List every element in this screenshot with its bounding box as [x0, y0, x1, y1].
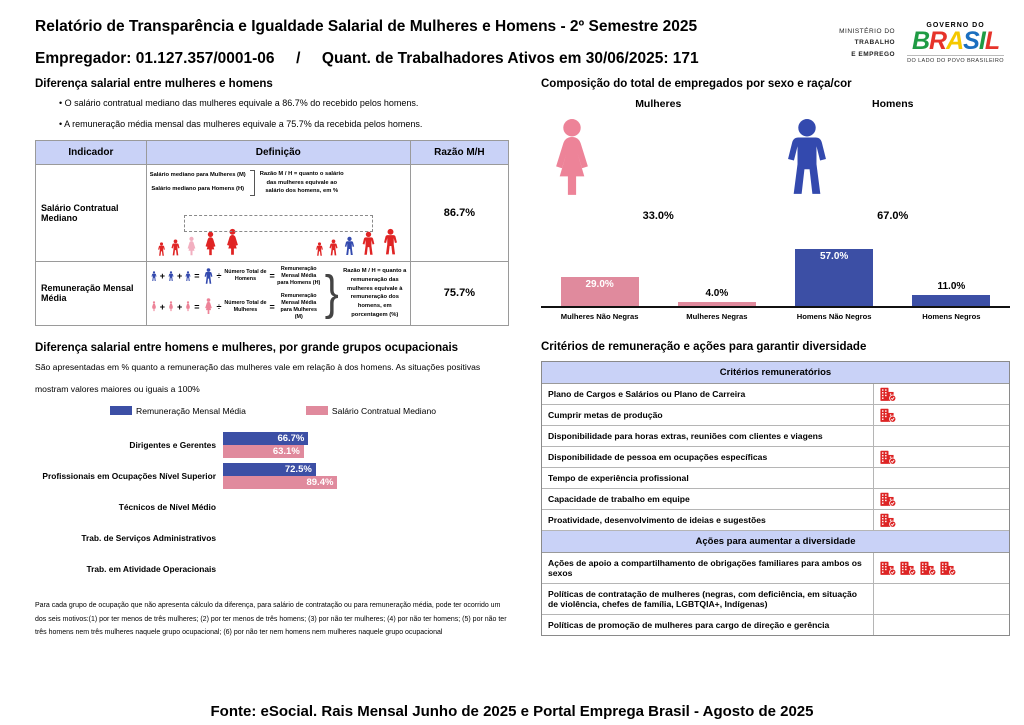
criteria-row [542, 405, 1009, 426]
salary-bullets [59, 98, 511, 129]
person-icon [222, 228, 243, 257]
ministry-logo: MINISTÉRIO DO TRABALHO E EMPREGO [839, 28, 896, 58]
criteria-label: Cumprir metas de produção [542, 405, 874, 425]
woman-icon [541, 118, 603, 200]
criteria-table [541, 361, 1010, 636]
gender-composition [541, 98, 1010, 222]
occupation-bars [223, 463, 337, 489]
category-label: Homens Negros [922, 312, 981, 321]
organization-check-icon [940, 561, 957, 576]
person-icon [167, 271, 175, 282]
man-icon [776, 118, 838, 200]
person-icon [202, 298, 215, 315]
women-label: Mulheres [635, 98, 682, 110]
dashed-comparison-lines [184, 215, 373, 232]
criteria-label: Disponibilidade de pessoa em ocupações específicas [542, 447, 874, 467]
bar: 63.1% [223, 445, 304, 458]
brand-letter: A [946, 27, 964, 55]
bullet-median-salary: • O salário contratual mediano das mulheres equivale a 86.7% do recebido pelos homens. [59, 98, 511, 108]
category-label: Homens Não Negros [796, 312, 872, 321]
criteria-row [542, 489, 1009, 510]
criteria-group-header: Ações para aumentar a diversidade [542, 531, 1009, 553]
bar-value-label: 29.0% [585, 279, 614, 290]
bar-cell [776, 244, 893, 306]
logo-block [839, 18, 1010, 68]
bar: 66.7% [223, 432, 308, 445]
criteria-label: Políticas de contratação de mulheres (negras, com deficiência, em situação de violência, chefes de família, LGBTQIA+, Indígenas) [542, 584, 874, 614]
criteria-row [542, 426, 1009, 447]
brasil-wordmark [907, 29, 1004, 54]
criteria-row [542, 584, 1009, 615]
men-percentage: 67.0% [877, 210, 909, 222]
criteria-row [542, 384, 1009, 405]
bar-value-label: 11.0% [937, 281, 966, 292]
occupations-subtitle-line1: São apresentadas em % quanto a remuneração das mulheres vale em relação à dos homens. As situações positivas [35, 361, 481, 372]
criteria-row [542, 447, 1009, 468]
occupation-label: Profissionais em Ocupações Nível Superior [42, 471, 216, 482]
legend-label: Remuneração Mensal Média [135, 405, 246, 416]
report-header [0, 0, 1024, 74]
bracket: } [324, 265, 339, 320]
person-icon [201, 231, 220, 257]
definition-cell [146, 261, 410, 325]
occupations-bar-chart [35, 430, 511, 585]
criteria-check-cell [874, 447, 1009, 467]
legend-label: Salário Contratual Mediano [331, 405, 436, 416]
criteria-label: Disponibilidade para horas extras, reuniões com clientes e viagens [542, 426, 874, 446]
report-footer: Fonte: eSocial. Rais Mensal Junho de 2025 e Portal Emprega Brasil - Agosto de 2025 [210, 703, 814, 720]
bar [795, 249, 873, 306]
bar: 89.4% [223, 476, 337, 489]
person-icon [167, 301, 175, 312]
organization-check-icon [880, 387, 897, 402]
occupation-row [35, 492, 511, 523]
col-header-definicao: Definição [146, 141, 410, 165]
report-subtitle: Empregador: 01.127.357/0001-06 / Quant. de Trabalhadores Ativos em 30/06/2025: 171 [35, 50, 699, 67]
table-row [36, 165, 509, 262]
average-salary-formula: + + = ÷ Número Total de Homens = Remuneração Mensal Média para Homens (H) + + = ÷ Número Total de Mulheres = Remuneração Mensal Média para Mulheres (M) } Razão M / H = quanto a remuneração das mulheres equivale à remuneração dos homens, em porcentagem (%) [150, 266, 407, 321]
report-title: Relatório de Transparência e Igualdade Salarial de Mulheres e Homens - 2º Semestre 2025 [35, 18, 698, 35]
men-label: Homens [872, 98, 914, 110]
person-icon [202, 268, 215, 285]
brand-letter: S [963, 27, 979, 55]
criteria-label: Plano de Cargos e Salários ou Plano de Carreira [542, 384, 874, 404]
person-icon [184, 236, 199, 257]
criteria-label: Tempo de experiência profissional [542, 468, 874, 488]
brand-letter: L [984, 27, 1000, 55]
bar-cell [658, 244, 775, 306]
criteria-check-cell [874, 489, 1009, 509]
indicator-name: Salário Contratual Mediano [36, 165, 147, 262]
table-row [36, 261, 509, 325]
race-composition-bar-chart [541, 244, 1010, 321]
person-icon [380, 228, 401, 257]
occupation-bars [223, 432, 308, 458]
definition-cell: Salário mediano para Mulheres (M) Salário mediano para Homens (H) Razão M / H = quanto o salário das mulheres equivale ao salário dos homens, em % [146, 165, 410, 262]
criteria-label: Proatividade, desenvolvimento de ideias e sugestões [542, 510, 874, 530]
criteria-label: Políticas de promoção de mulheres para cargo de direção e gerência [542, 615, 874, 635]
col-header-indicador: Indicador [36, 141, 147, 165]
organization-check-icon [880, 450, 897, 465]
person-icon [359, 231, 378, 257]
occupation-row [35, 461, 511, 492]
section-title-salary-diff: Diferença salarial entre mulheres e homens [35, 78, 273, 90]
bar [678, 302, 756, 306]
criteria-label: Ações de apoio a compartilhamento de obrigações familiares para ambos os sexos [542, 553, 874, 583]
bar: 72.5% [223, 463, 316, 476]
brand-letter: R [929, 27, 947, 55]
col-header-razao: Razão M/H [410, 141, 508, 165]
person-icon [150, 301, 158, 312]
criteria-check-cell [874, 384, 1009, 404]
criteria-row [542, 553, 1009, 584]
brand-letter: B [911, 27, 930, 55]
occupation-label: Trab. em Atividade Operacionais [86, 564, 216, 575]
bar [912, 295, 990, 306]
criteria-row [542, 615, 1009, 635]
person-icon [342, 236, 357, 257]
organization-check-icon [880, 561, 897, 576]
criteria-check-cell [874, 553, 1009, 583]
ratio-value: 75.7% [410, 261, 508, 325]
section-title-criteria: Critérios de remuneração e ações para garantir diversidade [541, 341, 867, 353]
criteria-check-cell [874, 426, 1009, 446]
indicator-table [35, 140, 509, 326]
criteria-row [542, 468, 1009, 489]
occupations-subtitle-line2: mostram valores maiores ou iguais a 100% [35, 383, 200, 394]
organization-check-icon [880, 492, 897, 507]
category-label: Mulheres Negras [686, 312, 748, 321]
median-salary-illustration [150, 201, 407, 257]
bullet-average-salary: • A remuneração média mensal das mulheres equivale a 75.7% da recebida pelos homens. [59, 119, 511, 129]
person-icon [314, 242, 325, 257]
footnote: Para cada grupo de ocupação que não apresenta cálculo da diferença, para salário de contratação ou para remuneração média, pode ter ocorrido um dos seis motivos:(1) por ter menos de três mulheres; (2) por ter menos de três homens; (3) por não ter mulheres; (4) por não ter homens; (5) por não ter três homens nem três mulheres naquele grupo ocupacional; (6) por não ter nem homens nem mulheres naquele grupo ocupacional [35, 601, 507, 637]
person-icon [327, 239, 340, 257]
organization-check-icon [900, 561, 917, 576]
person-icon [156, 242, 167, 257]
criteria-check-cell [874, 615, 1009, 635]
legend-swatch-pink [306, 406, 328, 415]
criteria-label: Capacidade de trabalho em equipe [542, 489, 874, 509]
women-percentage: 33.0% [642, 210, 674, 222]
category-label: Mulheres Não Negras [560, 312, 639, 321]
person-icon [184, 301, 192, 312]
bar-cell [893, 244, 1010, 306]
occupation-row [35, 523, 511, 554]
bar-value-label: 4.0% [705, 288, 729, 299]
organization-check-icon [920, 561, 937, 576]
ratio-value: 86.7% [410, 165, 508, 262]
section-title-composition: Composição do total de empregados por sexo e raça/cor [541, 78, 852, 90]
criteria-check-cell [874, 510, 1009, 530]
governo-do-brasil-logo: GOVERNO DO BRASIL DO LADO DO POVO BRASILEIRO [907, 22, 1004, 64]
bar [561, 277, 639, 306]
indicator-name: Remuneração Mensal Média [36, 261, 147, 325]
criteria-check-cell [874, 405, 1009, 425]
legend-swatch-blue [110, 406, 132, 415]
bracket [250, 170, 255, 196]
criteria-check-cell [874, 468, 1009, 488]
person-icon [150, 271, 158, 282]
brand-letter: I [978, 27, 985, 55]
section-title-occupations: Diferença salarial entre homens e mulheres, por grande grupos ocupacionais [35, 341, 459, 354]
criteria-row [542, 510, 1009, 531]
bar-cell [541, 244, 658, 306]
occupation-label: Técnicos de Nível Médio [118, 502, 216, 513]
bar-value-label: 57.0% [819, 251, 849, 262]
chart-legend [35, 406, 511, 416]
organization-check-icon [880, 513, 897, 528]
person-icon [184, 271, 192, 282]
organization-check-icon [880, 408, 897, 423]
person-icon [169, 239, 182, 257]
occupation-row [35, 554, 511, 585]
criteria-check-cell [874, 584, 1009, 614]
criteria-group-header: Critérios remuneratórios [542, 362, 1009, 384]
occupation-row [35, 430, 511, 461]
occupation-label: Dirigentes e Gerentes [129, 440, 216, 451]
occupation-label: Trab. de Serviços Administrativos [81, 533, 216, 544]
